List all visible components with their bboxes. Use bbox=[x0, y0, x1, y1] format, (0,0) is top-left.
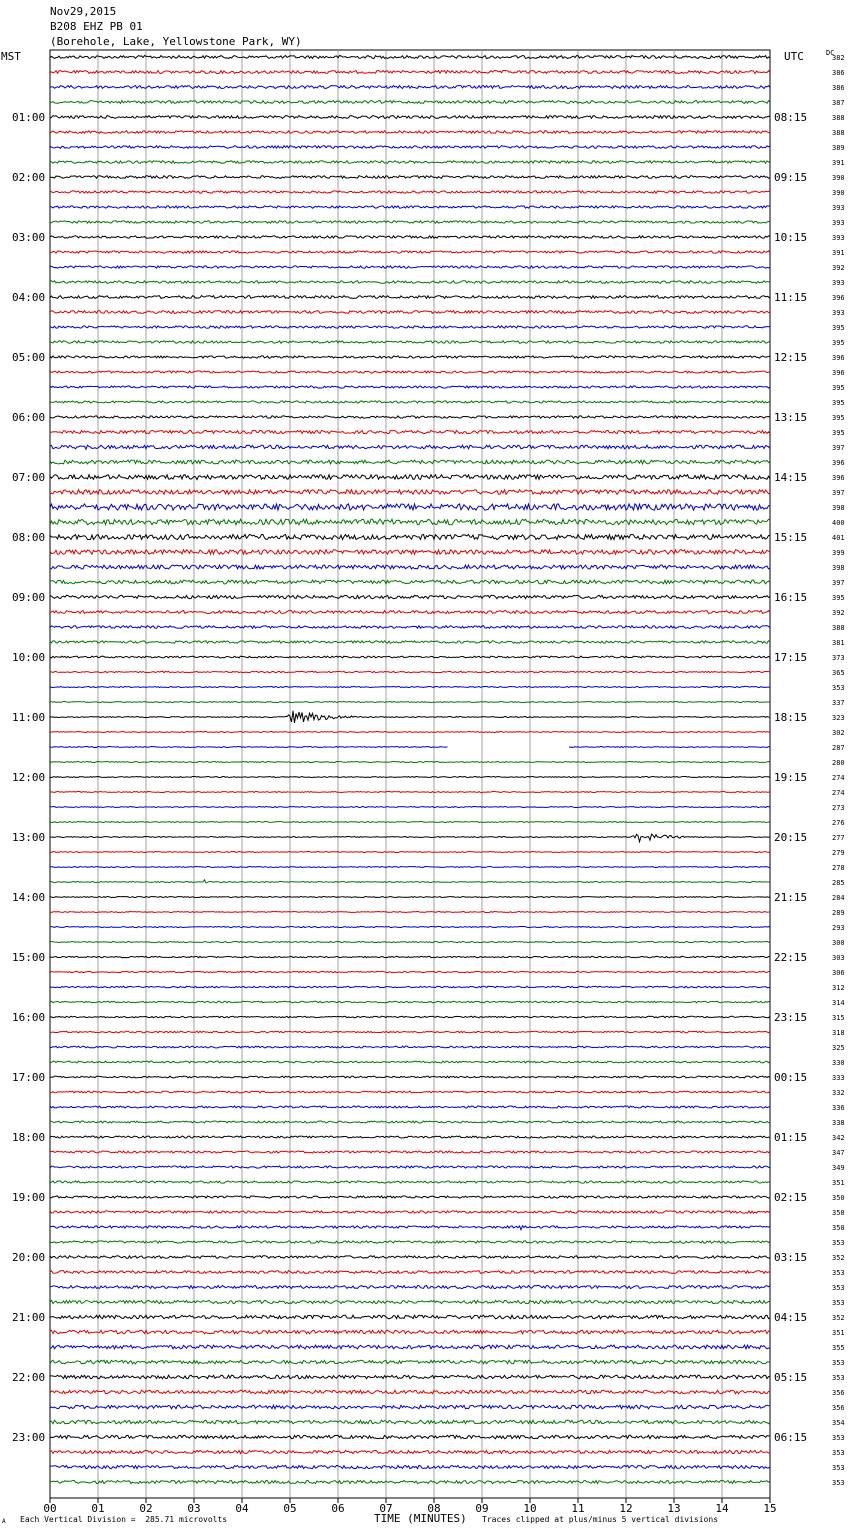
dc-value: 399 bbox=[832, 549, 845, 557]
mst-hour-label: 03:00 bbox=[12, 231, 46, 244]
dc-value: 395 bbox=[832, 594, 845, 602]
utc-hour-label: 20:15 bbox=[774, 831, 808, 844]
dc-value: 401 bbox=[832, 534, 845, 542]
trace-row bbox=[50, 671, 770, 672]
trace-row bbox=[50, 1151, 770, 1153]
dc-value: 353 bbox=[832, 1284, 845, 1292]
trace-row bbox=[50, 822, 770, 823]
trace-row bbox=[50, 611, 770, 614]
utc-hour-label: 16:15 bbox=[774, 591, 808, 604]
dc-value: 353 bbox=[832, 1269, 845, 1277]
x-tick-label: 08 bbox=[427, 1502, 441, 1515]
trace-layer bbox=[50, 56, 770, 1484]
utc-hour-label: 08:15 bbox=[774, 111, 808, 124]
dc-value: 389 bbox=[832, 144, 845, 152]
utc-hour-label: 06:15 bbox=[774, 1431, 808, 1444]
mst-hour-label: 22:00 bbox=[12, 1371, 46, 1384]
dc-axis-title: DC bbox=[826, 49, 835, 57]
dc-value: 303 bbox=[832, 954, 845, 962]
label-layer bbox=[1, 49, 845, 1515]
trace-row bbox=[50, 534, 770, 539]
x-tick-label: 06 bbox=[331, 1502, 345, 1515]
trace-row bbox=[50, 1061, 770, 1063]
dc-value: 386 bbox=[832, 84, 845, 92]
dc-value: 330 bbox=[832, 1059, 845, 1067]
mst-hour-label: 07:00 bbox=[12, 471, 46, 484]
dc-value: 393 bbox=[832, 219, 845, 227]
x-tick-label: 10 bbox=[523, 1502, 537, 1515]
trace-row bbox=[50, 626, 770, 629]
trace-row bbox=[50, 867, 770, 868]
trace-row bbox=[50, 356, 770, 358]
dc-value: 337 bbox=[832, 699, 845, 707]
dc-value: 351 bbox=[832, 1329, 845, 1337]
dc-value: 381 bbox=[832, 639, 845, 647]
dc-value: 395 bbox=[832, 384, 845, 392]
header-station: B208 EHZ PB 01 bbox=[50, 20, 143, 33]
trace-row bbox=[50, 1300, 770, 1303]
trace-row bbox=[50, 161, 770, 164]
trace-row bbox=[50, 281, 770, 284]
dc-value: 353 bbox=[832, 1299, 845, 1307]
trace-row bbox=[50, 236, 770, 238]
dc-value: 312 bbox=[832, 984, 845, 992]
dc-value: 332 bbox=[832, 1089, 845, 1097]
dc-value: 382 bbox=[832, 54, 845, 62]
mst-hour-label: 10:00 bbox=[12, 651, 46, 664]
dc-value: 395 bbox=[832, 429, 845, 437]
x-tick-label: 09 bbox=[475, 1502, 489, 1515]
x-tick-label: 13 bbox=[667, 1502, 681, 1515]
trace-row bbox=[50, 971, 770, 972]
mst-hour-label: 14:00 bbox=[12, 891, 46, 904]
utc-hour-label: 10:15 bbox=[774, 231, 808, 244]
mst-hour-label: 13:00 bbox=[12, 831, 46, 844]
utc-hour-label: 01:15 bbox=[774, 1131, 808, 1144]
x-tick-label: 15 bbox=[763, 1502, 777, 1515]
dc-value: 274 bbox=[832, 774, 845, 782]
dc-value: 398 bbox=[832, 564, 845, 572]
x-tick-label: 02 bbox=[139, 1502, 153, 1515]
dc-value: 386 bbox=[832, 69, 845, 77]
dc-value: 314 bbox=[832, 999, 845, 1007]
mst-hour-label: 04:00 bbox=[12, 291, 46, 304]
dc-value: 353 bbox=[832, 1479, 845, 1487]
dc-value: 396 bbox=[832, 294, 845, 302]
dc-value: 354 bbox=[832, 1419, 845, 1427]
dc-value: 353 bbox=[832, 1464, 845, 1472]
utc-hour-label: 13:15 bbox=[774, 411, 808, 424]
trace-row bbox=[50, 1046, 770, 1048]
utc-hour-label: 23:15 bbox=[774, 1011, 808, 1024]
mst-hour-label: 15:00 bbox=[12, 951, 46, 964]
x-tick-label: 07 bbox=[379, 1502, 393, 1515]
dc-value: 273 bbox=[832, 804, 845, 812]
dc-value: 353 bbox=[832, 1374, 845, 1382]
trace-row bbox=[50, 941, 770, 942]
trace-row bbox=[50, 1121, 770, 1123]
trace-row bbox=[50, 430, 770, 433]
trace-row bbox=[50, 912, 770, 913]
dc-value: 280 bbox=[832, 759, 845, 767]
dc-value: 284 bbox=[832, 894, 845, 902]
trace-row bbox=[50, 711, 770, 723]
trace-row bbox=[50, 986, 770, 988]
dc-value: 353 bbox=[832, 1434, 845, 1442]
utc-hour-label: 21:15 bbox=[774, 891, 808, 904]
dc-value: 353 bbox=[832, 1449, 845, 1457]
mst-hour-label: 20:00 bbox=[12, 1251, 46, 1264]
dc-value: 390 bbox=[832, 189, 845, 197]
dc-value: 352 bbox=[832, 1314, 845, 1322]
trace-row bbox=[50, 1330, 770, 1334]
trace-row bbox=[50, 1196, 770, 1198]
trace-row bbox=[50, 460, 770, 464]
trace-row bbox=[50, 266, 770, 268]
dc-value: 336 bbox=[832, 1104, 845, 1112]
trace-row bbox=[50, 311, 770, 314]
dc-value: 289 bbox=[832, 909, 845, 917]
utc-hour-label: 17:15 bbox=[774, 651, 808, 664]
mst-hour-label: 16:00 bbox=[12, 1011, 46, 1024]
trace-row bbox=[50, 1106, 770, 1108]
trace-row bbox=[50, 401, 770, 403]
header-date: Nov29,2015 bbox=[50, 5, 117, 18]
dc-value: 342 bbox=[832, 1134, 845, 1142]
clip-note: Traces clipped at plus/minus 5 vertical divisions bbox=[482, 1515, 719, 1524]
dc-value: 365 bbox=[832, 669, 845, 677]
trace-row bbox=[50, 1390, 770, 1394]
dc-value: 388 bbox=[832, 114, 845, 122]
dc-value: 390 bbox=[832, 174, 845, 182]
trace-row bbox=[50, 1016, 770, 1018]
dc-value: 351 bbox=[832, 1179, 845, 1187]
dc-value: 396 bbox=[832, 474, 845, 482]
mst-hour-label: 01:00 bbox=[12, 111, 46, 124]
dc-value: 353 bbox=[832, 684, 845, 692]
trace-row bbox=[50, 86, 770, 89]
trace-row bbox=[50, 1271, 770, 1274]
dc-value: 356 bbox=[832, 1404, 845, 1412]
trace-row bbox=[50, 371, 770, 373]
dc-value: 391 bbox=[832, 249, 845, 257]
trace-row bbox=[50, 1211, 770, 1213]
dc-value: 333 bbox=[832, 1074, 845, 1082]
x-tick-label: 11 bbox=[571, 1502, 585, 1515]
dc-value: 323 bbox=[832, 714, 845, 722]
trace-row bbox=[50, 1166, 770, 1168]
trace-row bbox=[50, 1405, 770, 1409]
trace-row bbox=[50, 341, 770, 343]
dc-value: 352 bbox=[832, 1254, 845, 1262]
corner-mark: A bbox=[2, 1518, 6, 1525]
trace-row bbox=[50, 1450, 770, 1453]
dc-value: 388 bbox=[832, 129, 845, 137]
dc-value: 392 bbox=[832, 609, 845, 617]
utc-axis-title: UTC bbox=[784, 50, 804, 63]
x-tick-label: 01 bbox=[91, 1502, 105, 1515]
mst-hour-label: 08:00 bbox=[12, 531, 46, 544]
utc-hour-label: 09:15 bbox=[774, 171, 808, 184]
dc-value: 338 bbox=[832, 1119, 845, 1127]
trace-row bbox=[50, 191, 770, 193]
trace-row bbox=[50, 1315, 770, 1319]
trace-row bbox=[50, 475, 770, 480]
x-tick-label: 05 bbox=[283, 1502, 297, 1515]
mst-hour-label: 17:00 bbox=[12, 1071, 46, 1084]
trace-row bbox=[50, 595, 770, 598]
trace-row bbox=[50, 762, 770, 763]
trace-row bbox=[50, 1241, 770, 1243]
trace-row bbox=[50, 702, 770, 703]
dc-value: 355 bbox=[832, 1344, 845, 1352]
trace-row bbox=[50, 732, 770, 733]
mst-hour-label: 09:00 bbox=[12, 591, 46, 604]
utc-hour-label: 12:15 bbox=[774, 351, 808, 364]
trace-row bbox=[50, 445, 770, 449]
trace-row bbox=[50, 71, 770, 74]
trace-row bbox=[50, 386, 770, 388]
utc-hour-label: 03:15 bbox=[774, 1251, 808, 1264]
dc-value: 353 bbox=[832, 1239, 845, 1247]
utc-hour-label: 14:15 bbox=[774, 471, 808, 484]
trace-row bbox=[50, 221, 770, 223]
utc-hour-label: 02:15 bbox=[774, 1191, 808, 1204]
dc-value: 393 bbox=[832, 279, 845, 287]
x-tick-label: 14 bbox=[715, 1502, 729, 1515]
x-tick-label: 00 bbox=[43, 1502, 57, 1515]
dc-value: 397 bbox=[832, 444, 845, 452]
trace-row bbox=[50, 641, 770, 643]
trace-row bbox=[50, 1435, 770, 1438]
mst-hour-label: 11:00 bbox=[12, 711, 46, 724]
trace-row bbox=[50, 490, 770, 495]
dc-value: 395 bbox=[832, 324, 845, 332]
dc-value: 325 bbox=[832, 1044, 845, 1052]
mst-hour-label: 06:00 bbox=[12, 411, 46, 424]
trace-row bbox=[50, 1181, 770, 1183]
mst-hour-label: 23:00 bbox=[12, 1431, 46, 1444]
dc-value: 285 bbox=[832, 879, 845, 887]
trace-row bbox=[50, 777, 770, 778]
trace-row bbox=[50, 807, 770, 808]
dc-value: 306 bbox=[832, 969, 845, 977]
dc-value: 349 bbox=[832, 1164, 845, 1172]
trace-row bbox=[50, 326, 770, 328]
dc-value: 350 bbox=[832, 1194, 845, 1202]
trace-row bbox=[50, 296, 770, 299]
dc-value: 395 bbox=[832, 399, 845, 407]
dc-value: 396 bbox=[832, 354, 845, 362]
mst-hour-label: 02:00 bbox=[12, 171, 46, 184]
trace-row bbox=[50, 116, 770, 119]
utc-hour-label: 15:15 bbox=[774, 531, 808, 544]
trace-row bbox=[50, 1031, 770, 1033]
trace-row bbox=[50, 580, 770, 584]
dc-value: 396 bbox=[832, 459, 845, 467]
trace-row bbox=[50, 519, 770, 525]
dc-value: 302 bbox=[832, 729, 845, 737]
dc-value: 388 bbox=[832, 624, 845, 632]
dc-value: 350 bbox=[832, 1209, 845, 1217]
trace-row bbox=[50, 1091, 770, 1093]
utc-hour-label: 19:15 bbox=[774, 771, 808, 784]
x-tick-label: 12 bbox=[619, 1502, 633, 1515]
trace-row bbox=[50, 131, 770, 134]
mst-hour-label: 12:00 bbox=[12, 771, 46, 784]
x-axis-label: TIME (MINUTES) bbox=[374, 1512, 467, 1525]
trace-row bbox=[50, 101, 770, 104]
trace-row bbox=[50, 504, 770, 510]
utc-hour-label: 05:15 bbox=[774, 1371, 808, 1384]
x-tick-label: 04 bbox=[235, 1502, 249, 1515]
dc-value: 397 bbox=[832, 579, 845, 587]
trace-row bbox=[50, 1226, 770, 1230]
utc-hour-label: 18:15 bbox=[774, 711, 808, 724]
trace-row bbox=[50, 176, 770, 179]
dc-value: 318 bbox=[832, 1029, 845, 1037]
trace-row bbox=[50, 1480, 770, 1483]
utc-hour-label: 00:15 bbox=[774, 1071, 808, 1084]
dc-value: 278 bbox=[832, 864, 845, 872]
dc-value: 393 bbox=[832, 309, 845, 317]
dc-value: 287 bbox=[832, 744, 845, 752]
dc-value: 277 bbox=[832, 834, 845, 842]
utc-hour-label: 11:15 bbox=[774, 291, 808, 304]
trace-row bbox=[50, 146, 770, 149]
trace-row bbox=[50, 251, 770, 253]
dc-value: 393 bbox=[832, 204, 845, 212]
dc-value: 276 bbox=[832, 819, 845, 827]
mst-hour-label: 05:00 bbox=[12, 351, 46, 364]
dc-value: 350 bbox=[832, 1224, 845, 1232]
dc-value: 396 bbox=[832, 369, 845, 377]
trace-row bbox=[50, 1136, 770, 1138]
dc-value: 393 bbox=[832, 234, 845, 242]
trace-row bbox=[50, 565, 770, 569]
trace-row bbox=[50, 1420, 770, 1424]
dc-value: 315 bbox=[832, 1014, 845, 1022]
mst-hour-label: 19:00 bbox=[12, 1191, 46, 1204]
trace-row bbox=[50, 686, 770, 687]
utc-hour-label: 04:15 bbox=[774, 1311, 808, 1324]
x-tick-label: 03 bbox=[187, 1502, 201, 1515]
mst-axis-title: MST bbox=[1, 50, 21, 63]
dc-value: 293 bbox=[832, 924, 845, 932]
trace-row bbox=[50, 1076, 770, 1078]
trace-row bbox=[50, 1256, 770, 1259]
dc-value: 392 bbox=[832, 264, 845, 272]
trace-row bbox=[50, 1001, 770, 1003]
utc-hour-label: 22:15 bbox=[774, 951, 808, 964]
dc-value: 347 bbox=[832, 1149, 845, 1157]
dc-value: 397 bbox=[832, 489, 845, 497]
trace-row bbox=[50, 1345, 770, 1349]
trace-row bbox=[50, 897, 770, 898]
dc-value: 400 bbox=[832, 519, 845, 527]
trace-row bbox=[50, 1360, 770, 1364]
mst-hour-label: 21:00 bbox=[12, 1311, 46, 1324]
trace-row bbox=[50, 792, 770, 793]
trace-row bbox=[50, 550, 770, 555]
mst-hour-label: 18:00 bbox=[12, 1131, 46, 1144]
trace-row bbox=[50, 206, 770, 208]
dc-value: 373 bbox=[832, 654, 845, 662]
trace-row bbox=[50, 956, 770, 957]
dc-value: 279 bbox=[832, 849, 845, 857]
trace-row bbox=[50, 1465, 770, 1468]
dc-value: 395 bbox=[832, 339, 845, 347]
trace-row bbox=[50, 852, 770, 853]
dc-value: 274 bbox=[832, 789, 845, 797]
trace-row bbox=[50, 834, 770, 842]
trace-row bbox=[50, 747, 770, 748]
trace-row bbox=[50, 656, 770, 658]
dc-value: 395 bbox=[832, 414, 845, 422]
trace-row bbox=[50, 1375, 770, 1379]
dc-value: 387 bbox=[832, 99, 845, 107]
dc-value: 300 bbox=[832, 939, 845, 947]
trace-row bbox=[50, 56, 770, 59]
header-location: (Borehole, Lake, Yellowstone Park, WY) bbox=[50, 35, 302, 48]
dc-value: 356 bbox=[832, 1389, 845, 1397]
dc-value: 391 bbox=[832, 159, 845, 167]
scale-note: Each Vertical Division = 285.71 microvolts bbox=[20, 1515, 228, 1524]
dc-value: 398 bbox=[832, 504, 845, 512]
trace-row bbox=[50, 416, 770, 418]
trace-row bbox=[50, 926, 770, 927]
trace-row bbox=[50, 1286, 770, 1289]
trace-row bbox=[50, 880, 770, 883]
dc-value: 353 bbox=[832, 1359, 845, 1367]
